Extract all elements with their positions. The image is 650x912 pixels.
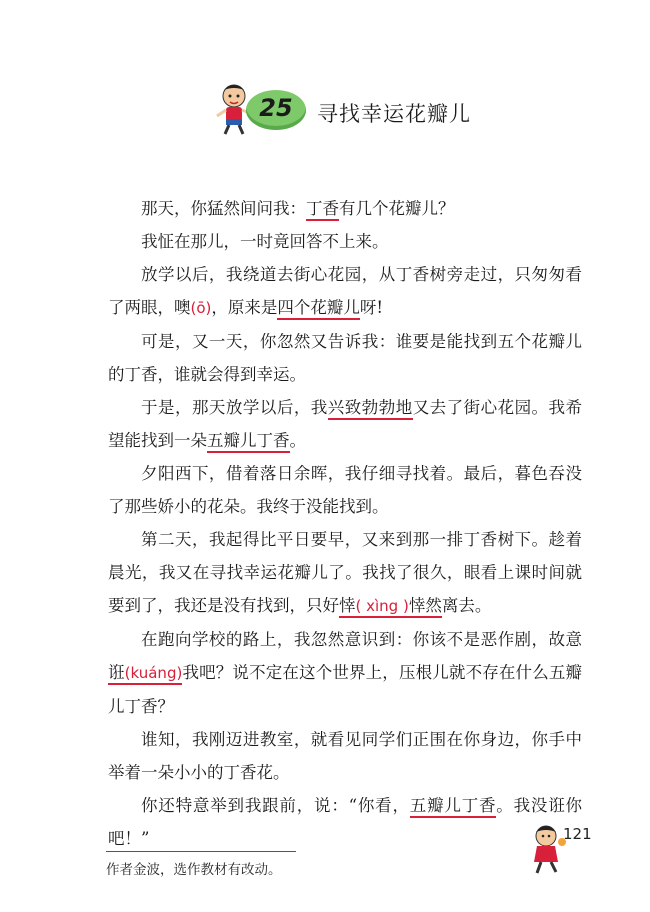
lesson-number: 25 [259, 94, 293, 122]
paragraph [108, 225, 582, 258]
text-segment: 你还特意举到我跟前，说：“你看， [141, 796, 410, 815]
pinyin-annotation: ( xìng ) [355, 597, 409, 615]
text-segment: 。 [289, 431, 306, 450]
text-segment: 夕阳西下，借着落日余晖，我仔细寻找着。最后，暮色吞没了那些娇小的花朵。我终于没能找到。 [108, 464, 582, 516]
text-segment: 又去了街心花园。我希望能找到一朵 [108, 398, 583, 450]
pinyin-annotation: (ō) [190, 299, 212, 317]
text-segment: 我吧？说不定在这个世界上，压根儿就不存在什么五瓣儿丁香？ [108, 663, 583, 716]
story-text [108, 192, 582, 855]
text-segment: 可是，又一天，你忽然又告诉我：谁要是能找到五个花瓣儿的丁香，谁就会得到幸运。 [108, 332, 582, 384]
text-segment: 那天，你猛然间问我： [141, 199, 306, 218]
text-segment: 。我没诳你吧！” [108, 796, 583, 848]
underlined-phrase: 丁香 [306, 199, 339, 221]
text-segment: 在跑向学校的路上，我忽然意识到：你该不是恶作剧，故意 [141, 630, 582, 649]
paragraph [108, 623, 582, 723]
paragraph [108, 391, 582, 457]
pinyin-annotation: (kuáng) [124, 664, 183, 682]
page-number: 121 [563, 825, 592, 843]
paragraph [108, 192, 582, 225]
footnote-divider [106, 851, 296, 852]
lesson-number-badge [246, 90, 306, 130]
text-segment: ，原来是 [211, 298, 278, 317]
text-segment: 有几个花瓣儿？ [339, 199, 455, 218]
underlined-phrase: 五瓣儿丁香 [410, 796, 497, 818]
paragraph [108, 723, 582, 789]
lesson-title: 寻找幸运花瓣儿 [317, 102, 471, 126]
underlined-phrase: 四个花瓣儿 [277, 298, 360, 320]
text-segment: 于是，那天放学以后，我 [141, 398, 328, 417]
paragraph [108, 325, 582, 391]
paragraph [108, 457, 582, 523]
footnote: 作者金波，选作教材有改动。 [106, 862, 282, 878]
text-segment: 呀! [359, 298, 384, 317]
underlined-phrase: 悻( xìng )悻然 [339, 596, 442, 618]
underlined-phrase: 兴致勃勃地 [328, 398, 413, 420]
underlined-phrase: 五瓣儿丁香 [207, 431, 290, 453]
text-segment: 离去。 [441, 596, 492, 615]
paragraph [108, 523, 582, 623]
paragraph [108, 258, 582, 325]
text-segment: 第二天，我起得比平日要早，又来到那一排丁香树下。趁着晨光，我又在寻找幸运花瓣儿了。我找了很久，眼看上课时间就要到了，我还是没有找到，只好 [108, 530, 582, 615]
underlined-phrase: 诳(kuáng) [108, 663, 182, 685]
paragraph [108, 789, 582, 855]
lesson-header [212, 86, 512, 138]
text-segment: 我怔在那儿，一时竟回答不上来。 [141, 232, 389, 251]
text-segment: 谁知，我刚迈进教室，就看见同学们正围在你身边，你手中举着一朵小小的丁香花。 [108, 730, 582, 782]
text-segment: 放学以后，我绕道去街心花园，从丁香树旁走过，只匆匆看了两眼，噢 [108, 265, 582, 317]
